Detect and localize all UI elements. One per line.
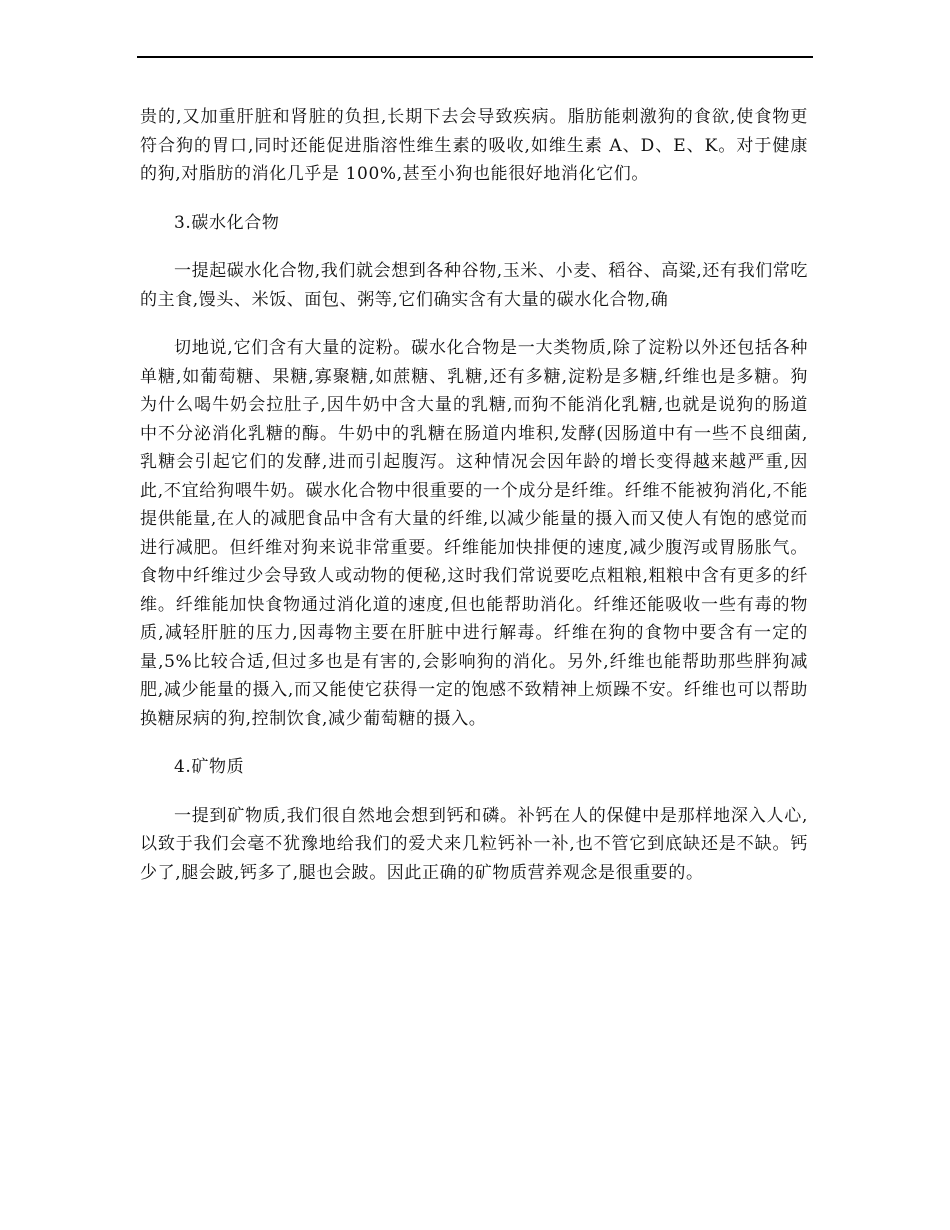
document-body [140,103,808,907]
paragraph-carbohydrates-detail: 切地说,它们含有大量的淀粉。碳水化合物是一大类物质,除了淀粉以外还包括各种单糖,如葡萄糖、果糖,寡聚糖,如蔗糖、乳糖,还有多糖,淀粉是多糖,纤维也是多糖。狗为什么喝牛奶会拉肚子,因牛奶中含大量的乳糖,而狗不能消化乳糖,也就是说狗的肠道中不分泌消化乳糖的酶。牛奶中的乳糖在肠道内堆积,发酵(因肠道中有一些不良细菌,乳糖会引起它们的发酵,进而引起腹泻。这种情况会因年龄的增长变得越来越严重,因此,不宜给狗喂牛奶。碳水化合物中很重要的一个成分是纤维。纤维不能被狗消化,不能提供能量,在人的减肥食品中含有大量的纤维,以减少能量的摄入而又使人有饱的感觉而进行减肥。但纤维对狗来说非常重要。纤维能加快排便的速度,减少腹泻或胃肠胀气。食物中纤维过少会导致人或动物的便秘,这时我们常说要吃点粗粮,粗粮中含有更多的纤维。纤维能加快食物通过消化道的速度,但也能帮助消化。纤维还能吸收一些有毒的物质,减轻肝脏的压力,因毒物主要在肝脏中进行解毒。纤维在狗的食物中要含有一定的量,5%比较合适,但过多也是有害的,会影响狗的消化。另外,纤维也能帮助那些胖狗减肥,减少能量的摄入,而又能使它获得一定的饱感不致精神上烦躁不安。纤维也可以帮助换糖尿病的狗,控制饮食,减少葡萄糖的摄入。 [140,338,808,729]
paragraph-carbohydrates-intro: 一提起碳水化合物,我们就会想到各种谷物,玉米、小麦、稻谷、高粱,还有我们常吃的主食,馒头、米饭、面包、粥等,它们确实含有大量的碳水化合物,确 [140,261,809,310]
section-heading-minerals: 4.矿物质 [174,757,245,777]
paragraph-minerals-intro: 一提到矿物质,我们很自然地会想到钙和磷。补钙在人的保健中是那样地深入人心,以致于我们会毫不犹豫地给我们的爱犬来几粒钙补一补,也不管它到底缺还是不缺。钙少了,腿会跛,钙多了,腿也会跛。因此正确的矿物质营养观念是很重要的。 [140,805,808,883]
header-rule [137,56,813,58]
paragraph-fat-continued: 贵的,又加重肝脏和肾脏的负担,长期下去会导致疾病。脂肪能刺激狗的食欲,使食物更符合狗的胃口,同时还能促进脂溶性维生素的吸收,如维生素 A、D、E、K。对于健康的狗,对脂肪的消化几乎是 100%,甚至小狗也能很好地消化它们。 [140,107,808,184]
section-heading-carbohydrates: 3.碳水化合物 [174,212,280,233]
